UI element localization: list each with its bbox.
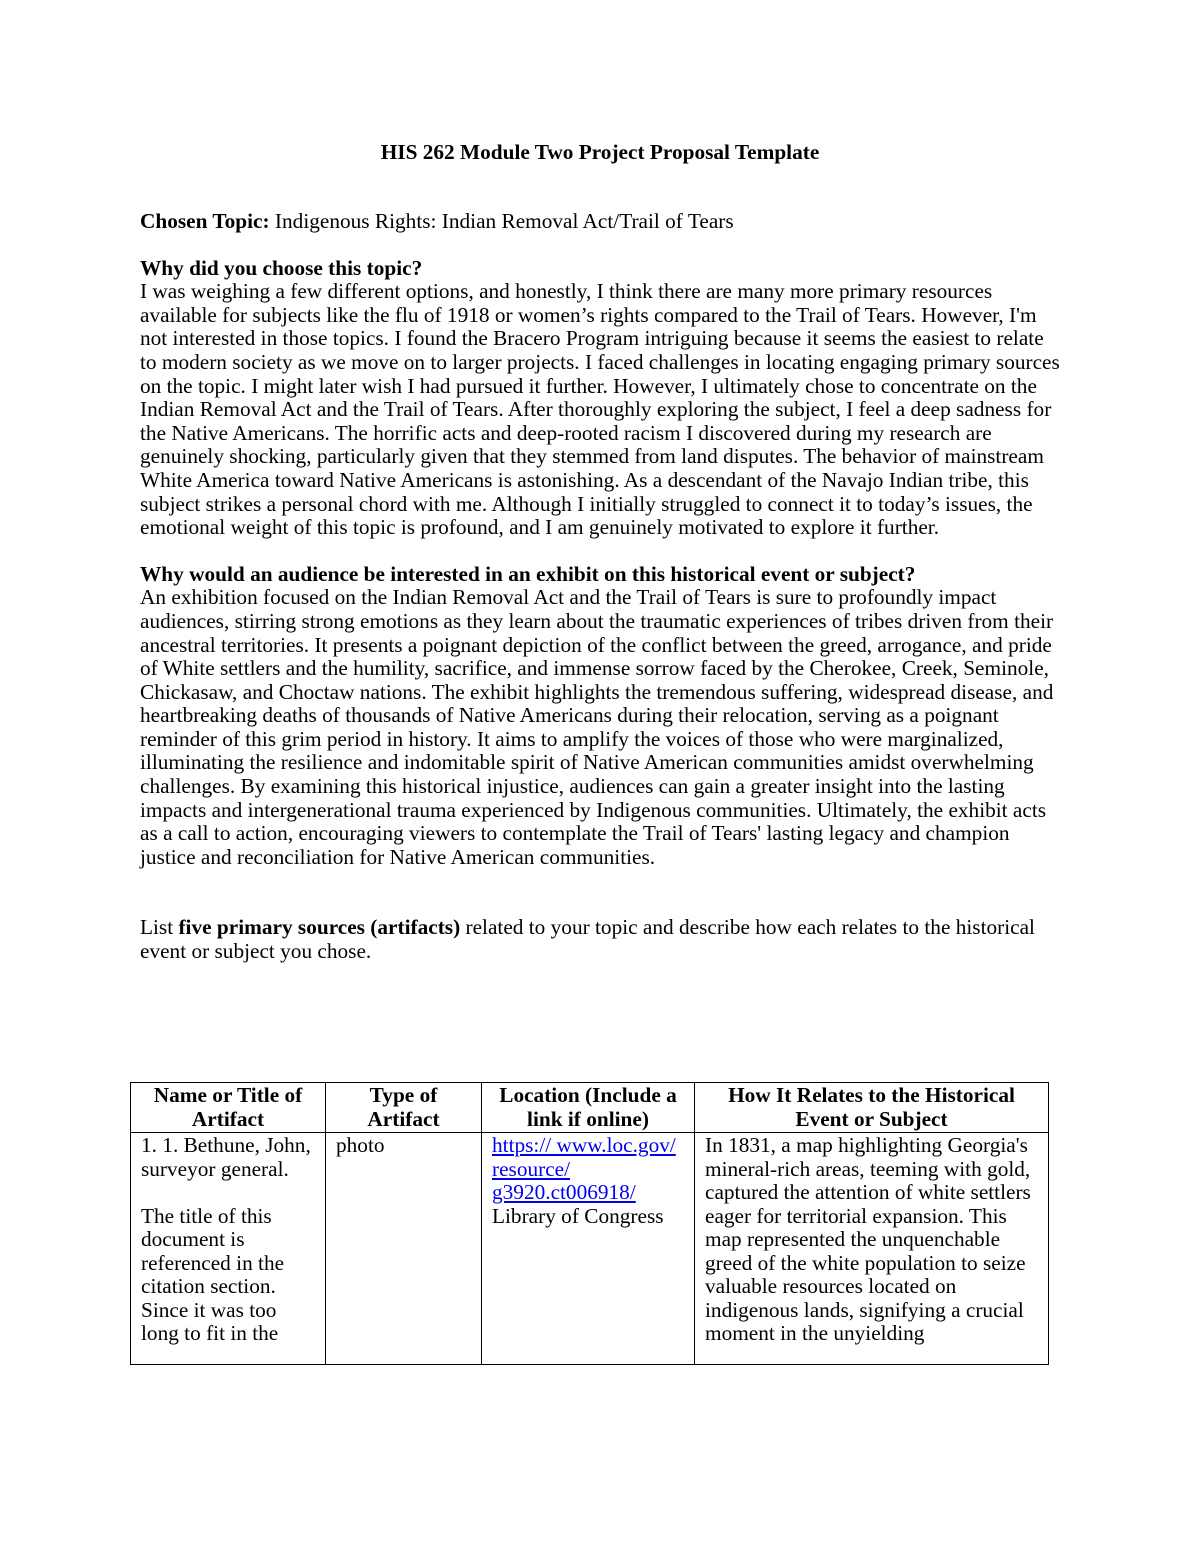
artifact-relation: In 1831, a map highlighting Georgia's mineral-rich areas, teeming with gold, captured the attention of white settlers eager for territorial expansion. This map represented the unquenchable greed of the white population to seize valuable resources located on indigenous lands, signifying a crucial moment in the unyielding [705,1134,1031,1345]
header-relation: How It Relates to the Historical Event or Subject [695,1083,1049,1133]
table-row [131,1133,1049,1365]
artifact-name: 1. 1. Bethune, John, surveyor general. [141,1134,311,1181]
table-header-row [131,1083,1049,1133]
question-two-heading: Why would an audience be interested in an exhibit on this historical event or subject? [140,561,916,586]
artifact-type: photo [336,1134,385,1157]
artifact-location-cell [482,1133,695,1365]
question-one-heading: Why did you choose this topic? [140,255,423,280]
question-one-answer: I was weighing a few different options, and honestly, I think there are many more primary resources available for subjects like the flu of 1918 or women’s rights compared to the Trail of Tears. However, I'm not interested in those topics. I found the Bracero Program intriguing because it seems the easiest to relate to modern society as we move on to larger projects. I faced challenges in locating engaging primary sources on the topic. I might later wish I had pursued it further. However, I ultimately chose to concentrate on the Indian Removal Act and the Trail of Tears. After thoroughly exploring the subject, I feel a deep sadness for the Native Americans. The horrific acts and deep-rooted racism I discovered during my research are genuinely shocking, particularly given that they stemmed from land disputes. The behavior of mainstream White America toward Native Americans is astonishing. As a descendant of the Navajo Indian tribe, this subject strikes a personal chord with me. Although I initially struggled to connect it to today’s issues, the emotional weight of this topic is profound, and I am genuinely motivated to explore it further. [140,279,1060,540]
document-title: HIS 262 Module Two Project Proposal Template [380,140,820,164]
artifact-name-note: The title of this document is referenced in the citation section. Since it was too long to fit in the [141,1203,285,1345]
artifact-type-cell [326,1133,482,1365]
chosen-topic-value: Indigenous Rights: Indian Removal Act/Trail of Tears [269,209,734,233]
artifact-name-cell [131,1133,326,1365]
header-name: Name or Title of Artifact [131,1083,326,1133]
list-instructions-suffix: related to your topic and describe how each relates to the historical event or subject you chose. [140,915,1035,964]
artifacts-table [130,1082,1049,1365]
list-instructions [140,916,1060,963]
chosen-topic-label: Chosen Topic: [140,209,270,233]
chosen-topic [140,210,1060,234]
document-body [140,138,1060,964]
artifact-relation-cell [695,1133,1049,1365]
artifact-location-text: Library of Congress [492,1203,664,1228]
header-type: Type of Artifact [326,1083,482,1133]
list-instructions-prefix: List [140,915,179,940]
artifact-link[interactable]: https:// www.loc.gov/ resource/ g3920.ct006918/ [492,1134,676,1204]
list-instructions-bold: five primary sources (artifacts) [178,915,461,940]
question-two-answer: An exhibition focused on the Indian Removal Act and the Trail of Tears is sure to profoundly impact audiences, stirring strong emotions as they learn about the traumatic experiences of tribes driven from their ancestral territories. It presents a poignant depiction of the conflict between the greed, arrogance, and pride of White settlers and the humility, sacrifice, and immense sorrow faced by the Cherokee, Creek, Seminole, Chickasaw, and Choctaw nations. The exhibit highlights the tremendous suffering, widespread disease, and heartbreaking deaths of thousands of Native Americans during their relocation, serving as a poignant reminder of this grim period in history. It aims to amplify the voices of those who were marginalized, illuminating the resilience and indomitable spirit of Native American communities amidst overwhelming challenges. By examining this historical injustice, audiences can gain a greater insight into the lasting impacts and intergenerational trauma experienced by Indigenous communities. Ultimately, the exhibit acts as a call to action, encouraging viewers to contemplate the Trail of Tears' lasting legacy and champion justice and reconciliation for Native American communities. [140,585,1054,869]
header-location: Location (Include a link if online) [482,1083,695,1133]
